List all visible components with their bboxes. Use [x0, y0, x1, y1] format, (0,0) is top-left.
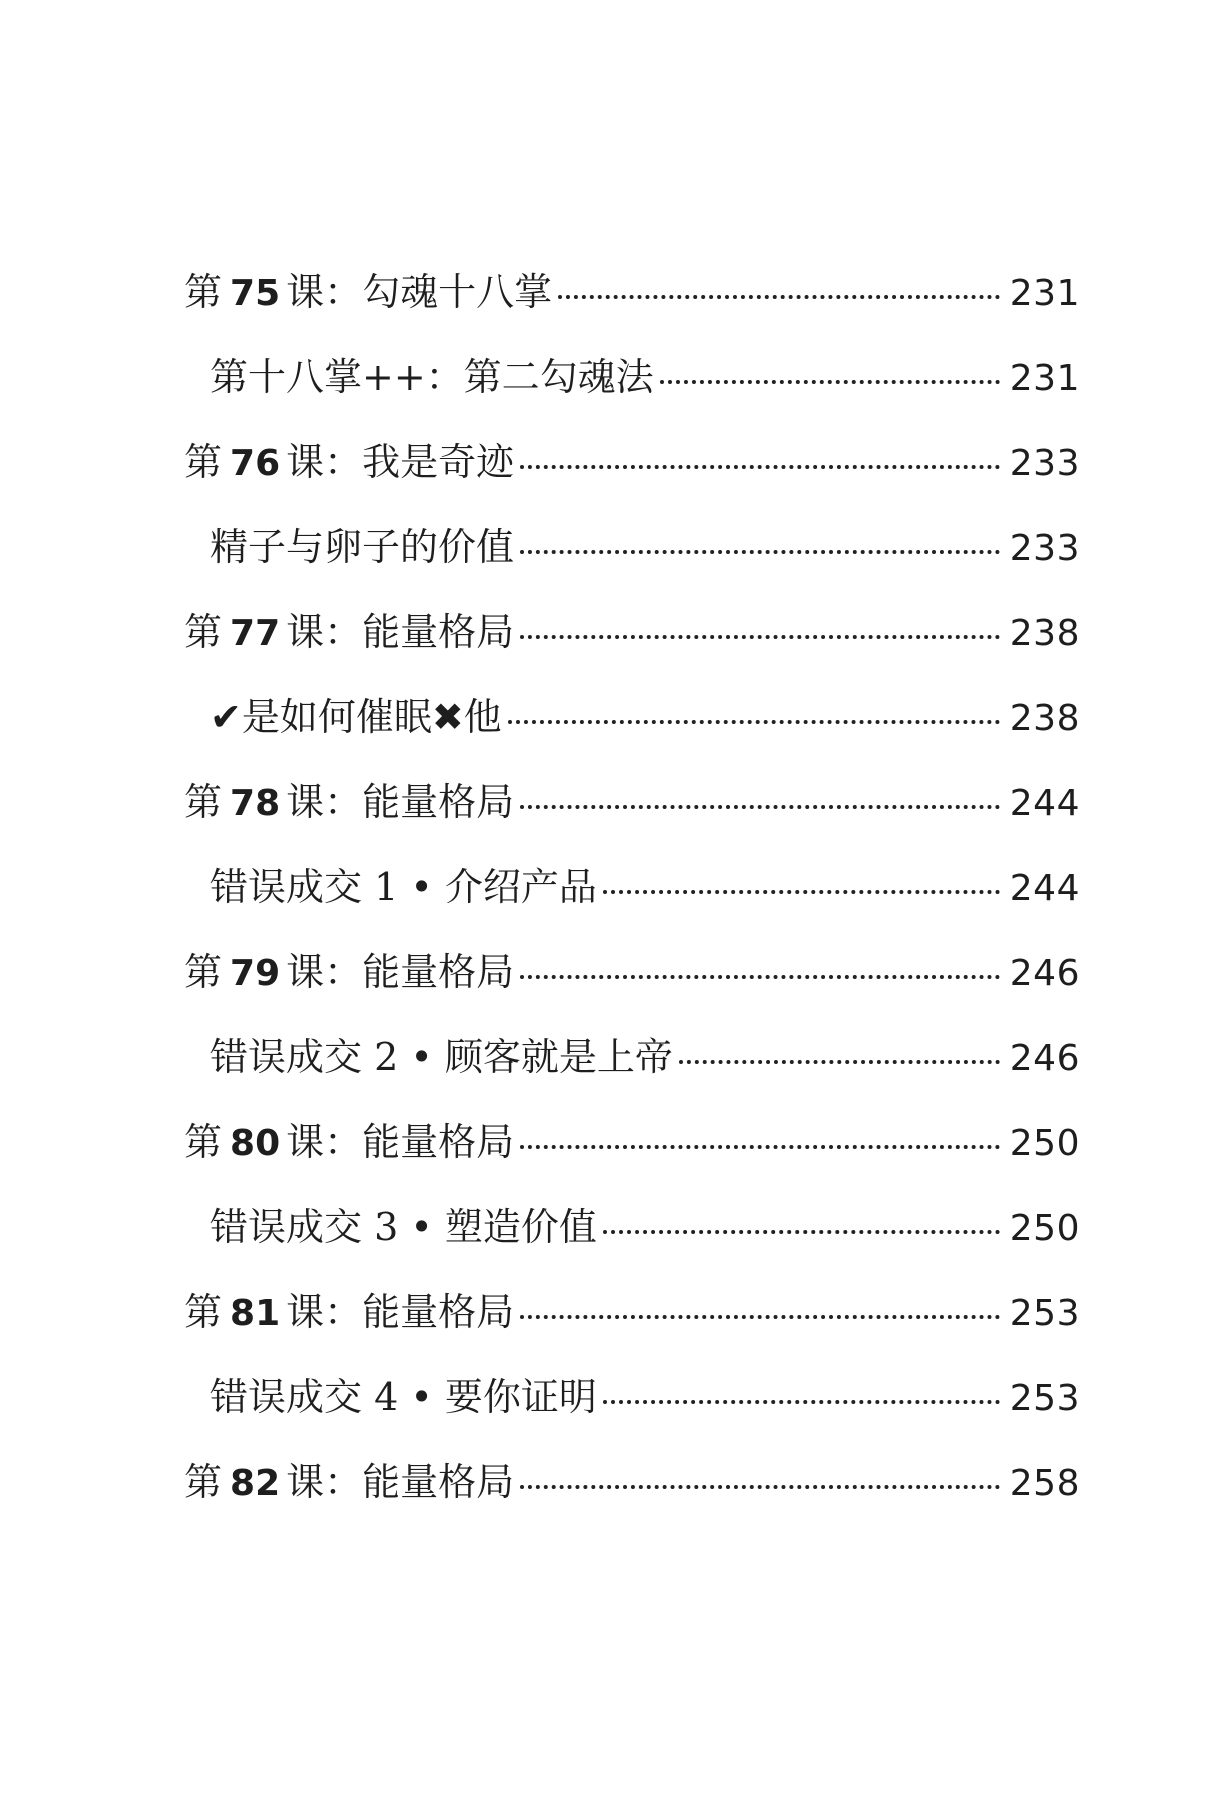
page-number: 244: [1009, 868, 1080, 909]
dot-leader: [520, 975, 1000, 979]
toc-entry-lesson-75[interactable]: [184, 250, 1080, 335]
toc-entry-lesson-77[interactable]: [184, 590, 1080, 675]
dot-leader: [520, 465, 1000, 469]
lesson-number: 78: [230, 783, 281, 824]
page-number: 231: [1009, 358, 1080, 399]
toc-entry-sub[interactable]: [184, 1355, 1080, 1440]
toc-entry-lesson-78[interactable]: [184, 760, 1080, 845]
toc-entry-label: 错误成交 4 • 要你证明: [210, 1375, 597, 1419]
dot-leader: [520, 1145, 1000, 1149]
dot-leader: [603, 1230, 1000, 1234]
lesson-number: 77: [230, 613, 281, 654]
page-number: 253: [1009, 1378, 1080, 1419]
dot-leader: [603, 1400, 1000, 1404]
toc-entry-label: 错误成交 2 • 顾客就是上帝: [210, 1035, 673, 1079]
toc-entry-sub[interactable]: [184, 675, 1080, 760]
toc-entry-label: 第 80 课：能量格局: [184, 1120, 515, 1164]
toc-entry-lesson-76[interactable]: [184, 420, 1080, 505]
dot-leader: [520, 805, 1000, 809]
toc-entry-label: 第 77 课：能量格局: [184, 610, 515, 654]
toc-entry-label: 错误成交 3 • 塑造价值: [210, 1205, 597, 1249]
toc-entry-label: 错误成交 1 • 介绍产品: [210, 865, 597, 909]
toc-entry-label: 第 78 课：能量格局: [184, 780, 515, 824]
lesson-number: 81: [230, 1293, 281, 1334]
page-number: 233: [1009, 443, 1080, 484]
toc-entry-label: 第 76 课：我是奇迹: [184, 440, 515, 484]
toc-entry-sub[interactable]: [184, 335, 1080, 420]
lesson-number: 80: [230, 1123, 281, 1164]
page-number: 253: [1009, 1293, 1080, 1334]
toc-entry-label: 第十八掌++：第二勾魂法: [210, 355, 654, 399]
lesson-number: 82: [230, 1463, 281, 1504]
toc-entry-sub[interactable]: [184, 505, 1080, 590]
dot-leader: [520, 1485, 1000, 1489]
dot-leader: [520, 635, 1000, 639]
lesson-number: 79: [230, 953, 281, 994]
table-of-contents: [184, 250, 1080, 1525]
toc-entry-label: 第 82 课：能量格局: [184, 1460, 515, 1504]
toc-entry-sub[interactable]: [184, 1015, 1080, 1100]
page-number: 246: [1009, 953, 1080, 994]
page-number: 238: [1009, 613, 1080, 654]
page-number: 231: [1009, 273, 1080, 314]
toc-entry-sub[interactable]: [184, 845, 1080, 930]
dot-leader: [603, 890, 1000, 894]
dot-leader: [679, 1060, 1000, 1064]
page-number: 233: [1009, 528, 1080, 569]
page-number: 238: [1009, 698, 1080, 739]
lesson-number: 75: [230, 273, 281, 314]
toc-entry-lesson-82[interactable]: [184, 1440, 1080, 1525]
lesson-number: 76: [230, 443, 281, 484]
page-number: 250: [1009, 1123, 1080, 1164]
page-number: 246: [1009, 1038, 1080, 1079]
toc-entry-label: 第 81 课：能量格局: [184, 1290, 515, 1334]
page-number: 244: [1009, 783, 1080, 824]
toc-entry-lesson-81[interactable]: [184, 1270, 1080, 1355]
toc-entry-label: ✔是如何催眠✖他: [210, 695, 502, 739]
toc-entry-lesson-79[interactable]: [184, 930, 1080, 1015]
dot-leader: [520, 1315, 1000, 1319]
dot-leader: [520, 550, 1000, 554]
page-number: 258: [1009, 1463, 1080, 1504]
dot-leader: [558, 295, 1000, 299]
toc-entry-label: 第 75 课：勾魂十八掌: [184, 270, 553, 314]
dot-leader: [508, 720, 1000, 724]
toc-entry-label: 精子与卵子的价值: [210, 525, 515, 569]
toc-entry-label: 第 79 课：能量格局: [184, 950, 515, 994]
toc-entry-lesson-80[interactable]: [184, 1100, 1080, 1185]
toc-entry-sub[interactable]: [184, 1185, 1080, 1270]
dot-leader: [660, 380, 1000, 384]
page-number: 250: [1009, 1208, 1080, 1249]
